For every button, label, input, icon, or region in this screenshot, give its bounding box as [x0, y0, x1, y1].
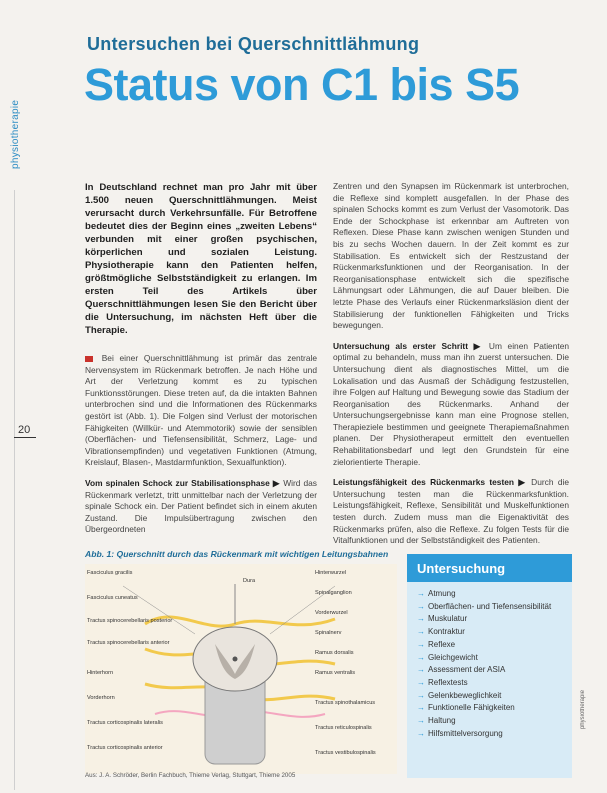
arrow-right-icon: →	[417, 716, 425, 726]
body-paragraph	[333, 181, 569, 332]
paragraph-text: Um einen Patienten optimal zu behandeln, muss man ihn zuerst untersuchen. Die Untersuchung dient als diagnostisches Mittel, um die Lokalisation und das Ausmaß der Schädigung festzustellen, ihre Folgen auf Haltung und Bewegung sowie das Stadium der Reorganisation des Rückenmarks. Anhand der Untersuchungsergebnisse kann man eine Prognose stellen, Therapieziele bestimmen und geeignete Therapiemaßnahmen planen. Der Physiotherapeut ermittelt den eventuellen Rehabilitationsbedarf und legt den Grundstein für eine zielorientierte Therapie.	[333, 340, 570, 467]
list-item-label: Gleichgewicht	[428, 652, 478, 662]
list-item	[417, 639, 566, 652]
arrow-right-icon: →	[417, 627, 425, 637]
figure-label: Tractus reticulospinalis	[315, 725, 372, 731]
paragraph-heading: Untersuchung als erster Schritt ▶	[333, 340, 484, 351]
body-paragraph	[333, 341, 569, 469]
list-item-label: Reflexe	[428, 639, 456, 649]
body-paragraph	[85, 353, 317, 469]
figure-label: Vorderhorn	[87, 695, 115, 701]
paragraph-heading: Vom spinalen Schock zur Stabilisationsphase ▶	[85, 477, 281, 488]
list-item-label: Kontraktur	[428, 627, 465, 637]
arrow-right-icon: →	[417, 677, 425, 687]
side-rule	[14, 190, 15, 790]
figure-label: Tractus corticospinalis lateralis	[87, 720, 163, 726]
arrow-right-icon: →	[417, 601, 425, 611]
figure-label: Dura	[243, 578, 256, 584]
arrow-right-icon: →	[417, 614, 425, 624]
figure-credit: Aus: J. A. Schröder, Berlin Fachbuch, Thieme Verlag, Stuttgart, Thieme 2005	[85, 772, 296, 779]
list-item	[417, 690, 566, 703]
list-item-label: Muskulatur	[428, 614, 468, 624]
right-column	[333, 181, 569, 556]
central-canal	[233, 657, 238, 662]
figure-label: Ramus dorsalis	[315, 650, 354, 656]
corner-label: physiotherapie	[580, 690, 586, 730]
figure-label: Fasciculus gracilis	[87, 570, 133, 576]
arrow-right-icon: →	[417, 728, 425, 738]
figure-caption: Abb. 1: Querschnitt durch das Rückenmark mit wichtigen Leitungsbahnen	[85, 549, 389, 559]
list-item-label: Reflextests	[428, 677, 468, 687]
figure-label: Tractus spinothalamicus	[315, 700, 376, 706]
info-box-list	[407, 588, 572, 740]
list-item	[417, 702, 566, 715]
figure-label: Spinalnerv	[315, 630, 342, 636]
arrow-right-icon: →	[417, 703, 425, 713]
page-number: 20	[18, 424, 31, 436]
arrow-right-icon: →	[417, 639, 425, 649]
body-paragraph	[85, 478, 317, 536]
list-item	[417, 677, 566, 690]
lead-paragraph: In Deutschland rechnet man pro Jahr mit über 1.500 neuen Querschnittlähmungen. Meist verursacht durch Verkehrsunfälle. Für Betroffene bedeutet dies der Beginn eines „zweiten Lebens“ verbunden mit einer großen psychischen, körperlichen und sozialen Leistung. Physiotherapie kann den Patienten helfen, größtmögliche Selbstständigkeit zu erlangen. Im ersten Teil des Artikels über Querschnittlähmungen lesen Sie den Bericht über die Untersuchung, im nächsten Heft über die Therapie.	[85, 182, 317, 336]
list-item	[417, 601, 566, 614]
list-item	[417, 588, 566, 601]
info-box	[407, 554, 572, 778]
figure-label: Hinterhorn	[87, 670, 114, 676]
figure-label: Vorderwurzel	[315, 610, 348, 616]
list-item-label: Oberflächen- und Tiefensensibilität	[428, 601, 552, 611]
kicker: Untersuchen bei Querschnittlähmung	[87, 34, 420, 54]
figure-label: Spinalganglion	[315, 590, 352, 596]
figure-label: Tractus vestibulospinalis	[315, 750, 376, 756]
paragraph-text: Bei einer Querschnittlähmung ist primär das zentrale Nervensystem im Rückenmark betroffen. Je nach Höhe und Art der Verletzung kommt es zu typischen Funktionsstörungen. Diese treten auf, da die intakten Bahnen unterbrochen sind und die Informationen des Rückenmarks gestört ist (Abb. 1). Die Folgen sind Verlust der motorischen Fähigkeiten (Willkür- und Atemmotorik) sowie der sensiblen (Oberflächen- und Tiefensensibilität, Schmerz, Lage- und Vibrationsempfinden) und vegetativen Funktionen (Atmung, Kreislauf, Blasen-, Mastdarmfunktion, Sexualfunktion).	[85, 353, 317, 468]
list-item-label: Atmung	[428, 589, 456, 598]
paragraph-text: Wird das Rückenmark verletzt, tritt unmittelbar nach der Verletzung der spinale Schock ein. Der Patient befindet sich in einem akuten Zustand. Die Impulsübertragung zwischen den Übergeordneten	[85, 477, 317, 535]
body-paragraph	[333, 477, 569, 547]
figure-label: Tractus spinocerebellaris anterior	[87, 640, 170, 646]
arrow-right-icon: →	[417, 665, 425, 675]
spinal-cord-illustration	[85, 564, 397, 774]
list-item	[417, 715, 566, 728]
figure-label: Tractus corticospinalis anterior	[87, 745, 163, 751]
paragraph-text: Durch die Untersuchung testen man die Rückenmarksfunktion. Leistungsfähigkeit, Reflexe, Sensibilität und Muskelfunktionen testen durch. Zudem muss man die Eigenaktivität des Rückenmarks prüfen, also die Reflexe. Zu folgen Tests für die Vitalfunktionen und der Selbstständigkeit des Patienten.	[333, 477, 570, 546]
section-label: physiotherapie	[10, 100, 21, 170]
arrow-right-icon: →	[417, 589, 425, 598]
list-item	[417, 626, 566, 639]
arrow-right-icon: →	[417, 690, 425, 700]
list-item-label: Funktionelle Fähigkeiten	[428, 703, 515, 713]
article-title: Status von C1 bis S5	[84, 59, 520, 110]
list-item-label: Assessment der ASIA	[428, 665, 506, 675]
list-item	[417, 728, 566, 741]
figure-label: Fasciculus cuneatus	[87, 595, 138, 601]
paragraph-text: Zentren und den Synapsen im Rückenmark ist unterbrochen, die Reflexe sind komplett ausgefallen. In der Phase des spinalen Schocks kommt es zum Verlust der Vasomotorik. Das Ende der Schockphase ist erkennbar am Auftreten von Reflexen. Diese Phase kann zwischen wenigen Stunden und bis zu sechs Wochen dauern. In der Zeit kommt es zur Stabilisation. Es entwickelt sich der Restzustand der Rückenmarksfunktionen und der Reorganisation. In der Reorganisationsphase entwickelt sich die spezifische Lähmungsart oder Lähmungen, die auf Dauer bleiben. Die letzte Phase des Verlaufs einer Rückenmarksläsion dient der Stabilisierung der funktionellen Fähigkeiten und Tricks bewegungen.	[333, 181, 569, 331]
list-item-label: Gelenkbeweglichkeit	[428, 690, 502, 700]
arrow-right-icon: →	[417, 652, 425, 662]
flag-icon	[85, 356, 93, 362]
list-item-label: Haltung	[428, 716, 456, 726]
left-column	[85, 181, 317, 545]
list-item	[417, 613, 566, 626]
figure-label: Hinterwurzel	[315, 570, 347, 576]
list-item-label: Hilfsmittelversorgung	[428, 728, 503, 738]
paragraph-heading: Leistungsfähigkeit des Rückenmarks testen ▶	[333, 477, 527, 488]
figure-label: Tractus spinocerebellaris posterior	[87, 618, 173, 624]
list-item	[417, 664, 566, 677]
page-number-rule	[14, 437, 36, 438]
list-item	[417, 652, 566, 665]
info-box-title: Untersuchung	[407, 556, 572, 582]
figure-label: Ramus ventralis	[315, 670, 356, 676]
